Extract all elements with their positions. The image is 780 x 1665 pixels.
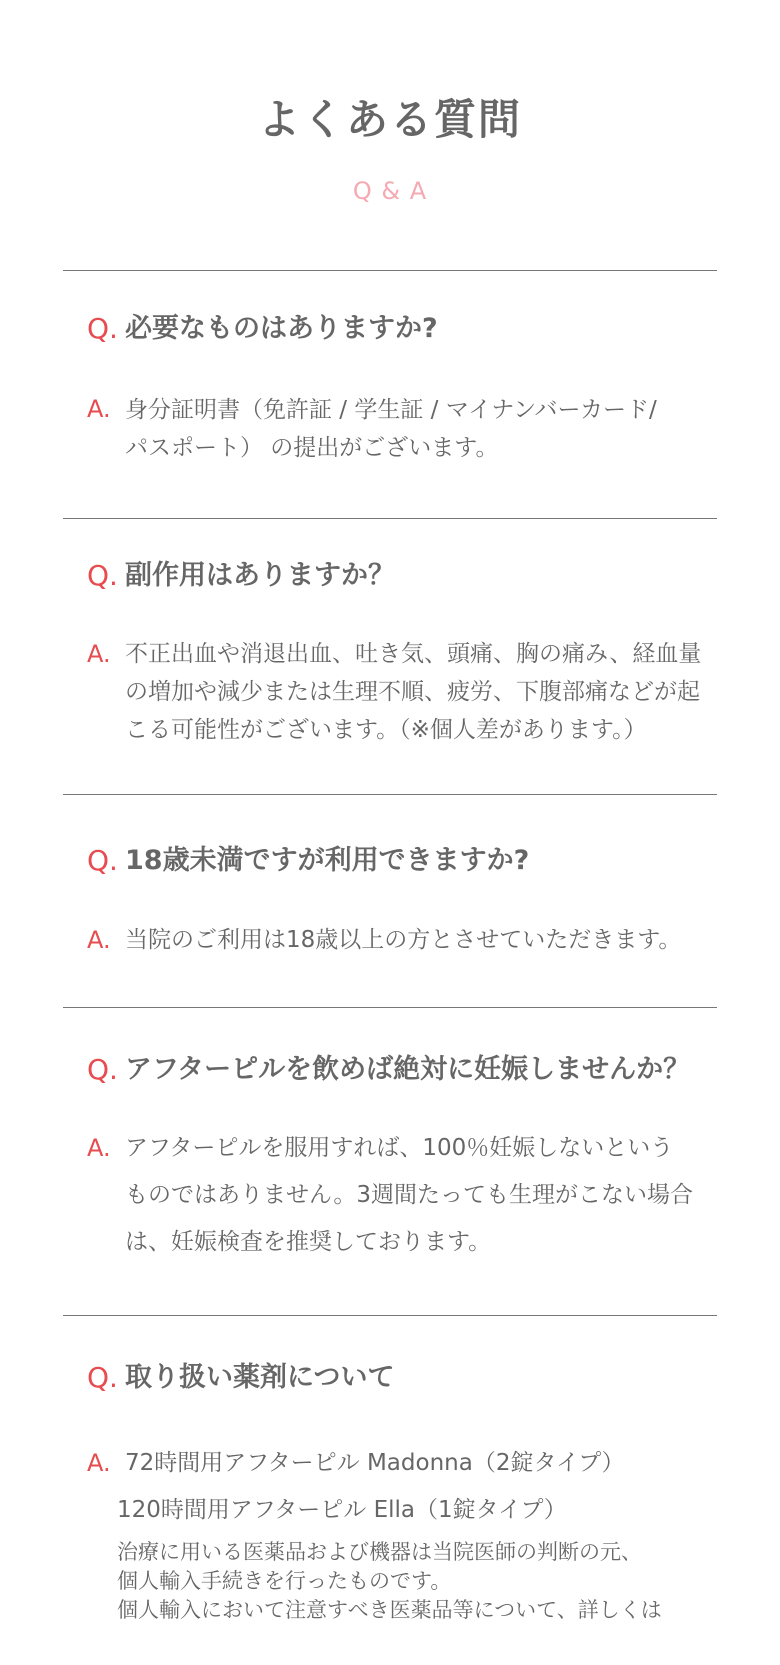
faq-answer [63, 1448, 717, 1625]
question-mark: Q. [87, 312, 118, 345]
answer-line: パスポート） の提出がございます。 [125, 435, 499, 461]
question-text: 副作用はありますか？ [125, 560, 395, 591]
answer-line: の増加や減少または生理不順、疲労、下腹部痛などが起 [125, 679, 700, 705]
answer-mark: A. [87, 1134, 111, 1162]
question-text: 必要なものはありますか? [125, 313, 438, 344]
answer-line: アフターピルを服用すれば、100％妊娠しないという [125, 1135, 674, 1161]
answer-line: こる可能性がございます。（※個人差があります。） [125, 717, 647, 743]
answer-line: 不正出血や消退出血、吐き気、頭痛、胸の痛み、経血量 [125, 641, 702, 667]
faq-question[interactable] [63, 1358, 717, 1398]
note-line: 治療に用いる医薬品および機器は当院医師の判断の元、 [117, 1540, 642, 1564]
faq-item [63, 270, 717, 518]
note-line: 個人輸入手続きを行ったものです。 [117, 1569, 452, 1593]
question-mark: Q. [87, 844, 118, 877]
question-text: 取り扱い薬剤について [125, 1362, 395, 1393]
faq-answer [63, 923, 717, 957]
answer-mark: A. [87, 640, 111, 668]
question-mark: Q. [87, 1053, 118, 1086]
note-line: 個人輸入において注意すべき医薬品等について、詳しくは [117, 1598, 662, 1622]
page-subtitle: Q & A [352, 177, 428, 205]
answer-mark: A. [87, 926, 111, 954]
faq-question[interactable] [63, 556, 717, 596]
answer-line: 120時間用アフターピル Ella（1錠タイプ） [117, 1497, 567, 1523]
faq-item [63, 1007, 717, 1315]
faq-answer [63, 1131, 717, 1266]
faq-item [63, 518, 717, 794]
faq-question[interactable] [63, 309, 717, 349]
question-mark: Q. [87, 559, 118, 592]
page-title: よくある質問 [257, 95, 522, 144]
answer-line: 当院のご利用は18歳以上の方とさせていただきます。 [125, 927, 682, 953]
question-text: 18歳未満ですが利用できますか? [125, 845, 530, 876]
faq-question[interactable] [63, 841, 717, 881]
faq-question[interactable] [63, 1050, 717, 1090]
answer-line: は、妊娠検査を推奨しております。 [125, 1229, 492, 1255]
answer-line: 身分証明書（免許証 / 学生証 / マイナンバーカード/ [125, 397, 657, 423]
answer-mark: A. [87, 1449, 111, 1477]
answer-line: ものではありません。3週間たっても生理がこない場合 [125, 1182, 694, 1208]
faq-answer [63, 635, 717, 749]
legal-note [117, 1538, 717, 1625]
faq-item [63, 794, 717, 1007]
question-mark: Q. [87, 1361, 118, 1394]
faq-answer [63, 391, 717, 467]
answer-mark: A. [87, 395, 111, 423]
answer-line: 72時間用アフターピル Madonna（2錠タイプ） [125, 1450, 625, 1476]
faq-list [63, 270, 717, 1636]
faq-item [63, 1315, 717, 1636]
question-text: アフターピルを飲めば絶対に妊娠しませんか？ [125, 1054, 691, 1085]
